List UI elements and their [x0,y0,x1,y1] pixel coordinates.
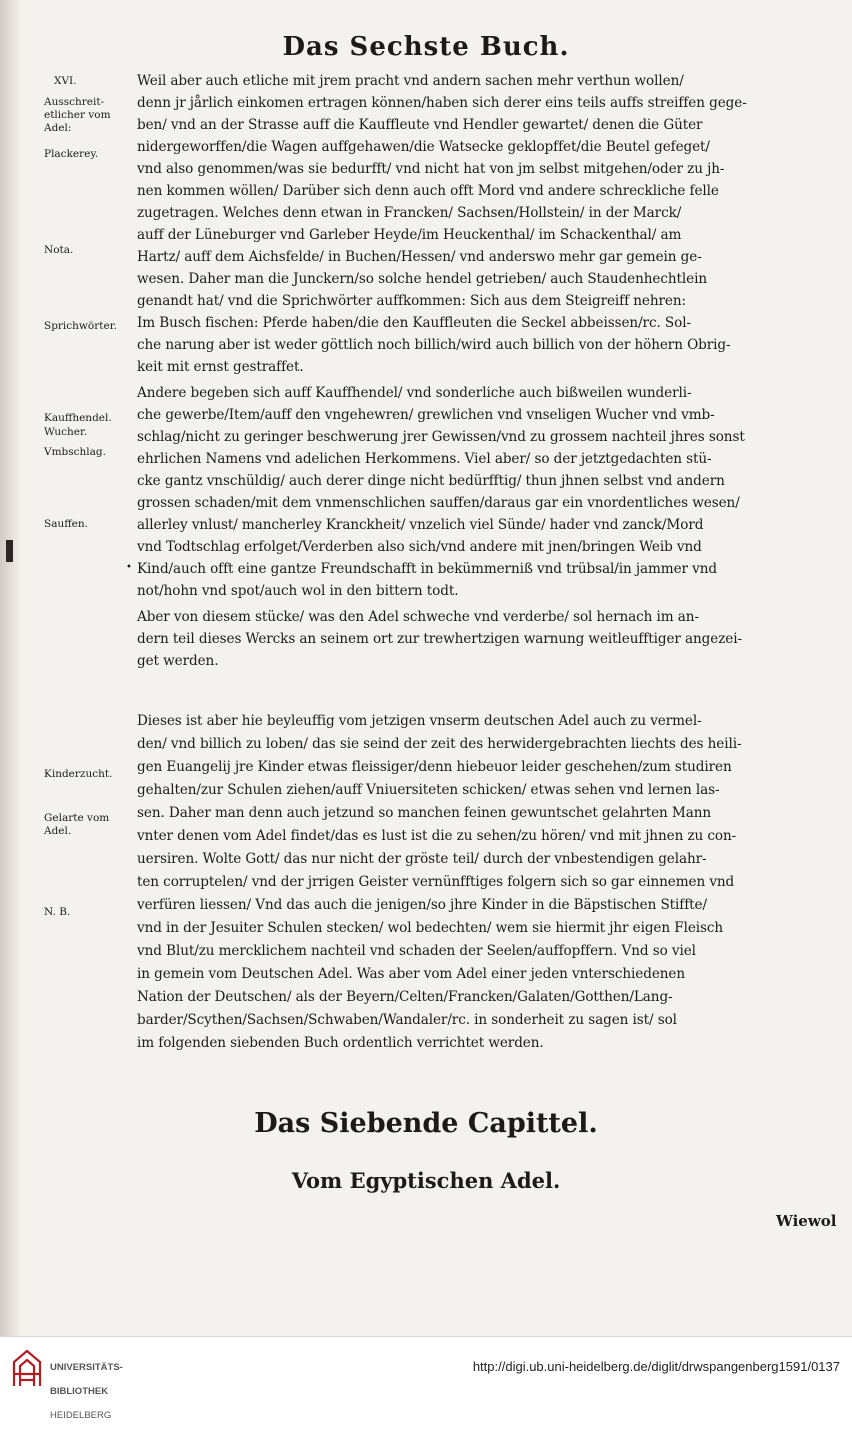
text-line: wesen. Daher man die Junckern/so solche hendel getrieben/ auch Staudenhechtlein [137,271,708,287]
marginal-note: Sprichwörter. [44,320,117,332]
text-line: denn jr jårlich einkomen ertragen können/haben sich derer eins teils auffs streiffen gege- [137,95,747,111]
permalink-link[interactable]: http://digi.ub.uni-heidelberg.de/diglit/drwspangenberg1591/0137 [472,1359,840,1374]
text-line: in gemein vom Deutschen Adel. Was aber vom Adel einer jeden vnterschiedenen [137,966,686,982]
heidelberg-library-logo-icon [10,1348,44,1388]
text-line: Aber von diesem stücke/ was den Adel schweche vnd verderbe/ sol hernach im an- [137,609,699,625]
marginal-note: Ausschreit-etlicher vom Adel: [44,96,111,134]
marginal-note: Nota. [44,244,74,256]
library-name-line: UNIVERSITÄTS- [50,1362,123,1373]
text-line: che gewerbe/Item/auff den vngehewren/ grewlichen vnd vnseligen Wucher vnd vmb- [137,407,715,423]
chapter-subheading: Vom Egyptischen Adel. [291,1168,561,1193]
text-line: auff der Lüneburger vnd Garleber Heyde/im Heuckenthal/ im Schackenthal/ am [137,227,682,243]
marginal-note: Wucher. [44,426,88,438]
text-line: dern teil dieses Wercks an seinem ort zur trewhertzigen warnung weitleufftiger angezei- [137,631,742,647]
text-line: ben/ vnd an der Strasse auff die Kauffleute vnd Hendler gewartet/ denen die Güter [137,117,703,133]
text-line: Weil aber auch etliche mit jrem pracht vnd andern sachen mehr verthun wollen/ [137,73,684,89]
text-line: nidergeworffen/die Wagen auffgehawen/die Watsecke geklopffet/die Beutel gefeget/ [137,139,710,155]
text-line: vnter denen vom Adel findet/das es lust ist die zu sehen/zu hören/ vnd mit jhnen zu con- [137,828,737,844]
text-line: Andere begeben sich auff Kauffhendel/ vnd sonderliche auch bißweilen wunderli- [137,385,692,401]
text-line: vnd Todtschlag erfolget/Verderben also sich/vnd andere mit jnen/bringen Weib vnd [137,539,702,555]
binding-edge-mark [6,540,13,562]
text-line: cke gantz vnschüldig/ auch derer dinge nicht bedürfftig/ thun jhnen selbst vnd andern [137,473,725,489]
library-name-line: BIBLIOTHEK [50,1386,109,1397]
text-line: gen Euangelij jre Kinder etwas fleissiger/denn hiebeuor leider geschehen/zum studiren [137,759,732,775]
text-line: genandt hat/ vnd die Sprichwörter auffkommen: Sich aus dem Steigreiff nehren: [137,293,686,309]
text-line: vnd in der Jesuiter Schulen stecken/ wol bedechten/ wem sie hiermit jhr eigen Fleisch [137,920,724,936]
viewer-footer [0,1336,852,1421]
text-line: allerley vnlust/ mancherley Kranckheit/ vnzelich viel Sünde/ hader vnd zanck/Mord [137,517,704,533]
text-line: verfüren liessen/ Vnd das auch die jenigen/so jhre Kinder in die Bäpstischen Stiffte/ [137,897,707,913]
marginal-note: Plackerey. [44,148,99,160]
library-name-line: HEIDELBERG [50,1410,112,1421]
text-line: barder/Scythen/Sachsen/Schwaben/Wandaler/rc. in sonderheit zu sagen ist/ sol [137,1012,677,1028]
marginal-note: Kinderzucht. [44,768,113,780]
marginal-note: XVI. [54,75,77,87]
text-line: get werden. [137,653,219,669]
text-line: che narung aber ist weder göttlich noch billich/wird auch billich von der höhern Obrig- [137,337,731,353]
text-line: im folgenden siebenden Buch ordentlich verrichtet werden. [137,1035,544,1051]
text-line: ehrlichen Namens vnd adelichen Herkommens. Viel aber/ so der jetztgedachten stü- [137,451,712,467]
bullet-icon: • [126,562,132,573]
text-line: vnd also genommen/was sie bedurfft/ vnd nicht hat von jm selbst mitgehen/oder zu jh- [137,161,725,177]
text-line: zugetragen. Welches denn etwan in Francken/ Sachsen/Hollstein/ in der Marck/ [137,205,682,221]
text-line: den/ vnd billich zu loben/ das sie seind der zeit des herwidergebrachten liechts des heili- [137,736,742,752]
text-line: Nation der Deutschen/ als der Beyern/Celten/Francken/Galaten/Gotthen/Lang- [137,989,673,1005]
marginal-note: N. B. [44,906,71,918]
text-line: keit mit ernst gestraffet. [137,359,304,375]
text-line: vnd Blut/zu mercklichem nachteil vnd schaden der Seelen/auffopffern. Vnd so viel [137,943,696,959]
marginal-note: Kauffhendel. [44,412,112,424]
catchword: Wiewol [776,1212,837,1230]
text-line: grossen schaden/mit dem vnmenschlichen sauffen/daraus gar ein vnordentliches wesen/ [137,495,740,511]
text-line: uersiren. Wolte Gott/ das nur nicht der gröste teil/ durch der vnbestendigen gelahr- [137,851,707,867]
text-line: schlag/nicht zu geringer beschwerung jrer Gewissen/vnd zu grossem nachteil jhres sonst [137,429,745,445]
text-line: gehalten/zur Schulen ziehen/auff Vniuersiteten schicken/ etwas sehen vnd lernen las- [137,782,720,798]
marginal-note: Gelarte vom Adel. [44,812,110,837]
marginal-note: Vmbschlag. [44,446,106,458]
library-name [50,1350,160,1434]
text-line: sen. Daher man denn auch jetzund so manchen feinen gewuntschet gelahrten Mann [137,805,712,821]
text-line: not/hohn vnd spot/auch wol in den bittern todt. [137,583,459,599]
running-head: Das Sechste Buch. [282,32,570,62]
text-line: nen kommen wöllen/ Darüber sich denn auch offt Mord vnd andere schreckliche felle [137,183,719,199]
text-line: Im Busch fischen: Pferde haben/die den Kauffleuten die Seckel abbeissen/rc. Sol- [137,315,691,331]
marginal-note: Sauffen. [44,518,88,530]
text-line: Hartz/ auff dem Aichsfelde/ in Buchen/Hessen/ vnd anderswo mehr gar gemein ge- [137,249,702,265]
chapter-heading: Das Siebende Capittel. [254,1108,598,1139]
text-line: Kind/auch offt eine gantze Freundschafft in bekümmerniß vnd trübsal/in jammer vnd [137,561,717,577]
text-line: ten corruptelen/ vnd der jrrigen Geister vernünfftiges folgern sich so gar einnemen vnd [137,874,735,890]
text-line: Dieses ist aber hie beyleuffig vom jetzigen vnserm deutschen Adel auch zu vermel- [137,713,702,729]
